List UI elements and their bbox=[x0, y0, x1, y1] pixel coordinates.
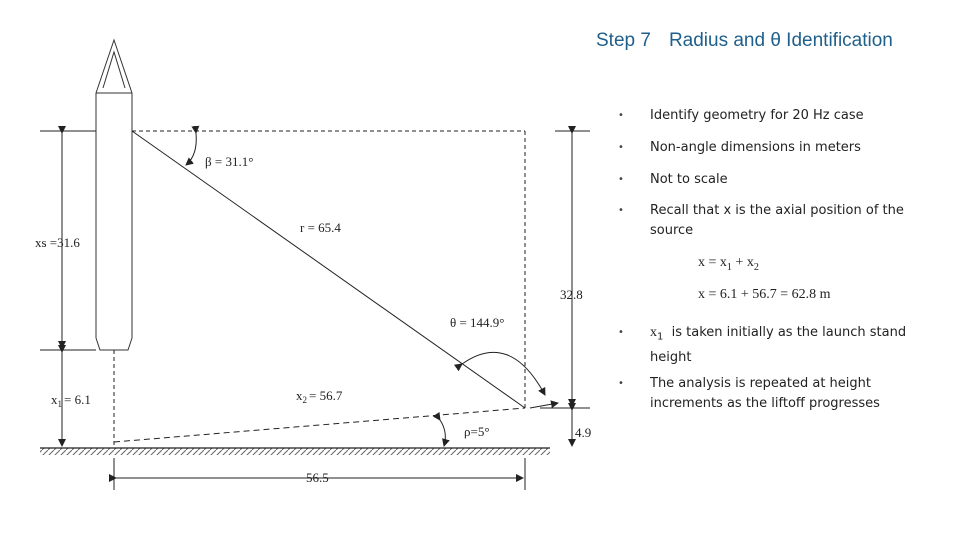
equation-x-value: x = 6.1 + 56.7 = 62.8 m bbox=[698, 287, 831, 302]
beta-label: β = 31.1° bbox=[205, 154, 254, 169]
bullet-item: • Recall that x is the axial position of the source bbox=[618, 203, 904, 238]
bullet-item: • $x_1$ is taken initially as the launch stand height bbox=[618, 325, 907, 365]
xs-label: xs =31.6 bbox=[35, 235, 80, 250]
theta-arc bbox=[462, 352, 545, 395]
bullet-dot: • bbox=[618, 378, 624, 389]
slide-title bbox=[596, 30, 893, 52]
offset-label: 4.9 bbox=[575, 425, 592, 440]
ground-hatch bbox=[40, 448, 550, 455]
height-label: 32.8 bbox=[560, 287, 583, 302]
r-label: r = 65.4 bbox=[300, 220, 341, 235]
bullet-dot: • bbox=[618, 327, 624, 338]
beta-arc bbox=[186, 133, 196, 165]
bullet-item: • Not to scale bbox=[618, 170, 938, 190]
bullet-dot: • bbox=[618, 142, 624, 153]
rocket-icon bbox=[96, 40, 132, 350]
bullet-dot: • bbox=[618, 205, 624, 216]
radius-line bbox=[132, 131, 525, 408]
ground-label: 56.5 bbox=[306, 470, 329, 485]
equation-x-sum: $x = x_1 + x_2$ bbox=[698, 255, 759, 273]
x2-label: $x_2 = 56.7$ bbox=[296, 388, 343, 405]
title-step: Step 7 bbox=[596, 30, 651, 51]
x1-label: $x_1 = 6.1$ bbox=[51, 392, 91, 409]
bullet-item: • The analysis is repeated at height increments as the liftoff progresses bbox=[618, 376, 880, 411]
bullet-item: • Non-angle dimensions in meters bbox=[618, 138, 938, 158]
bullet-dot: • bbox=[618, 110, 624, 121]
theta-label: θ = 144.9° bbox=[450, 315, 505, 330]
bullet-item: • Identify geometry for 20 Hz case bbox=[618, 106, 938, 126]
bullet-dot: • bbox=[618, 174, 624, 185]
title-text: Radius and θ Identification bbox=[668, 30, 893, 51]
phi-arc bbox=[440, 420, 445, 446]
phi-label: ρ=5° bbox=[464, 424, 490, 439]
